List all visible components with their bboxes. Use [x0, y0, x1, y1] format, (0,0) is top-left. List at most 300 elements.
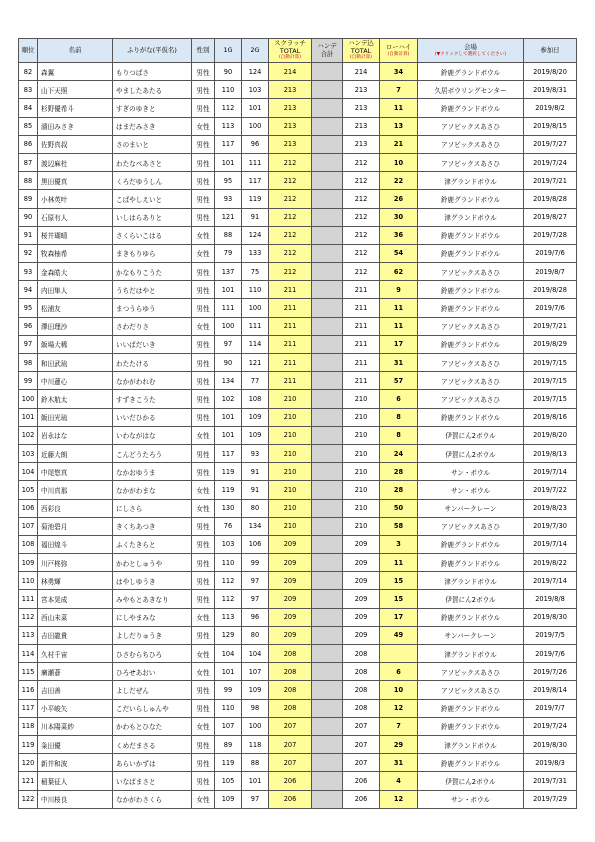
- kana-cell[interactable]: よしだぜん: [113, 681, 192, 699]
- kana-cell[interactable]: なかがわさくら: [113, 790, 192, 808]
- handicap-total-cell: 207: [343, 754, 380, 772]
- kana-cell[interactable]: みやもとあきなり: [113, 590, 192, 608]
- venue-cell[interactable]: 鈴鹿グランドボウル: [418, 190, 524, 208]
- game1-cell[interactable]: 79: [215, 244, 242, 262]
- handicap-cell[interactable]: [312, 663, 343, 681]
- kana-cell[interactable]: あらいかずは: [113, 754, 192, 772]
- game1-cell[interactable]: 90: [215, 63, 242, 81]
- lowhigh-cell: 22: [380, 172, 418, 190]
- game1-cell[interactable]: 113: [215, 608, 242, 626]
- handicap-cell[interactable]: [312, 135, 343, 153]
- venue-cell[interactable]: 鈴鹿グランドボウル: [418, 408, 524, 426]
- date-cell[interactable]: 2019/8/30: [524, 735, 577, 753]
- date-cell[interactable]: 2019/8/23: [524, 499, 577, 517]
- game1-cell[interactable]: 129: [215, 626, 242, 644]
- game1-cell[interactable]: 119: [215, 754, 242, 772]
- venue-cell[interactable]: 津グランドボウル: [418, 645, 524, 663]
- venue-cell[interactable]: 鈴鹿グランドボウル: [418, 281, 524, 299]
- name-cell[interactable]: 岩永はな: [38, 426, 113, 444]
- name-cell[interactable]: 中川桜良: [38, 790, 113, 808]
- kana-cell[interactable]: ひさむらちひろ: [113, 645, 192, 663]
- name-cell[interactable]: 鈴木航太: [38, 390, 113, 408]
- venue-cell[interactable]: 鈴鹿グランドボウル: [418, 244, 524, 262]
- lowhigh-cell: 29: [380, 735, 418, 753]
- handicap-cell[interactable]: [312, 463, 343, 481]
- date-cell[interactable]: 2019/8/29: [524, 335, 577, 353]
- handicap-cell[interactable]: [312, 153, 343, 171]
- game2-cell[interactable]: 99: [242, 554, 269, 572]
- date-cell[interactable]: 2019/7/14: [524, 535, 577, 553]
- venue-cell[interactable]: アソビックスあさひ: [418, 117, 524, 135]
- scratch-total-cell: 209: [269, 554, 312, 572]
- handicap-cell[interactable]: [312, 390, 343, 408]
- date-cell[interactable]: 2019/8/2: [524, 99, 577, 117]
- game2-cell[interactable]: 121: [242, 354, 269, 372]
- date-cell[interactable]: 2019/8/7: [524, 263, 577, 281]
- venue-cell[interactable]: アソビックスあさひ: [418, 517, 524, 535]
- date-cell[interactable]: 2019/7/24: [524, 153, 577, 171]
- game2-cell[interactable]: 111: [242, 317, 269, 335]
- venue-cell[interactable]: 鈴鹿グランドボウル: [418, 299, 524, 317]
- game1-cell[interactable]: 105: [215, 772, 242, 790]
- venue-cell[interactable]: アソビックスあさひ: [418, 663, 524, 681]
- kana-cell[interactable]: なかがわまな: [113, 481, 192, 499]
- handicap-cell[interactable]: [312, 335, 343, 353]
- name-cell[interactable]: 川戸柊弥: [38, 554, 113, 572]
- date-cell[interactable]: 2019/7/15: [524, 390, 577, 408]
- kana-cell[interactable]: こばやしえいと: [113, 190, 192, 208]
- date-cell[interactable]: 2019/7/5: [524, 626, 577, 644]
- handicap-cell[interactable]: [312, 772, 343, 790]
- date-cell[interactable]: 2019/8/30: [524, 608, 577, 626]
- venue-cell[interactable]: 鈴鹿グランドボウル: [418, 63, 524, 81]
- name-cell[interactable]: 飯場大稀: [38, 335, 113, 353]
- kana-cell[interactable]: はやしゆうき: [113, 572, 192, 590]
- handicap-cell[interactable]: [312, 590, 343, 608]
- handicap-cell[interactable]: [312, 190, 343, 208]
- game1-cell[interactable]: 112: [215, 572, 242, 590]
- game1-cell[interactable]: 97: [215, 335, 242, 353]
- game1-cell[interactable]: 88: [215, 226, 242, 244]
- venue-cell[interactable]: アソビックスあさひ: [418, 317, 524, 335]
- date-cell[interactable]: 2019/7/27: [524, 135, 577, 153]
- date-cell[interactable]: 2019/7/28: [524, 226, 577, 244]
- venue-cell[interactable]: アソビックスあさひ: [418, 681, 524, 699]
- game2-cell[interactable]: 103: [242, 81, 269, 99]
- handicap-cell[interactable]: [312, 535, 343, 553]
- game2-cell[interactable]: 114: [242, 335, 269, 353]
- name-cell[interactable]: 林勇輝: [38, 572, 113, 590]
- date-cell[interactable]: 2019/7/15: [524, 354, 577, 372]
- kana-cell[interactable]: いなばまさと: [113, 772, 192, 790]
- handicap-cell[interactable]: [312, 372, 343, 390]
- game1-cell[interactable]: 110: [215, 699, 242, 717]
- date-cell[interactable]: 2019/7/15: [524, 372, 577, 390]
- game1-cell[interactable]: 130: [215, 499, 242, 517]
- name-cell[interactable]: 中川真那: [38, 481, 113, 499]
- kana-cell[interactable]: まつうらゆう: [113, 299, 192, 317]
- name-cell[interactable]: 森翼: [38, 63, 113, 81]
- game2-cell[interactable]: 97: [242, 572, 269, 590]
- kana-cell[interactable]: かなもりこうた: [113, 263, 192, 281]
- handicap-cell[interactable]: [312, 281, 343, 299]
- name-cell[interactable]: 吉田善: [38, 681, 113, 699]
- name-cell[interactable]: 菊池碧月: [38, 517, 113, 535]
- date-cell[interactable]: 2019/8/27: [524, 208, 577, 226]
- kana-cell[interactable]: いいばだいき: [113, 335, 192, 353]
- venue-cell[interactable]: サン・ボウル: [418, 481, 524, 499]
- venue-cell[interactable]: 鈴鹿グランドボウル: [418, 99, 524, 117]
- date-cell[interactable]: 2019/8/28: [524, 190, 577, 208]
- handicap-cell[interactable]: [312, 226, 343, 244]
- date-cell[interactable]: 2019/8/31: [524, 81, 577, 99]
- name-cell[interactable]: 牧森柚希: [38, 244, 113, 262]
- date-cell[interactable]: 2019/7/24: [524, 717, 577, 735]
- game1-cell[interactable]: 110: [215, 554, 242, 572]
- date-cell[interactable]: 2019/8/20: [524, 426, 577, 444]
- game2-cell[interactable]: 108: [242, 390, 269, 408]
- handicap-cell[interactable]: [312, 299, 343, 317]
- date-cell[interactable]: 2019/8/28: [524, 281, 577, 299]
- date-cell[interactable]: 2019/8/15: [524, 117, 577, 135]
- game2-cell[interactable]: 111: [242, 153, 269, 171]
- venue-cell[interactable]: 鈴鹿グランドボウル: [418, 608, 524, 626]
- handicap-cell[interactable]: [312, 754, 343, 772]
- venue-cell[interactable]: 鈴鹿グランドボウル: [418, 754, 524, 772]
- name-cell[interactable]: 石原有人: [38, 208, 113, 226]
- kana-cell[interactable]: さわだりさ: [113, 317, 192, 335]
- name-cell[interactable]: 西彩良: [38, 499, 113, 517]
- venue-cell[interactable]: 津グランドボウル: [418, 572, 524, 590]
- name-cell[interactable]: 飯田光琉: [38, 408, 113, 426]
- date-cell[interactable]: 2019/7/7: [524, 699, 577, 717]
- handicap-cell[interactable]: [312, 63, 343, 81]
- date-cell[interactable]: 2019/7/21: [524, 172, 577, 190]
- name-cell[interactable]: 金森皓大: [38, 263, 113, 281]
- handicap-cell[interactable]: [312, 735, 343, 753]
- game2-cell[interactable]: 110: [242, 281, 269, 299]
- kana-cell[interactable]: すずきこうた: [113, 390, 192, 408]
- game2-cell[interactable]: 124: [242, 226, 269, 244]
- game2-cell[interactable]: 91: [242, 463, 269, 481]
- game1-cell[interactable]: 101: [215, 408, 242, 426]
- handicap-cell[interactable]: [312, 645, 343, 663]
- date-cell[interactable]: 2019/7/14: [524, 572, 577, 590]
- handicap-cell[interactable]: [312, 426, 343, 444]
- date-cell[interactable]: 2019/8/13: [524, 444, 577, 462]
- kana-cell[interactable]: いしはらありと: [113, 208, 192, 226]
- handicap-cell[interactable]: [312, 626, 343, 644]
- name-cell[interactable]: 福田煌斗: [38, 535, 113, 553]
- name-cell[interactable]: 内田隼人: [38, 281, 113, 299]
- game1-cell[interactable]: 119: [215, 481, 242, 499]
- game2-cell[interactable]: 109: [242, 408, 269, 426]
- venue-cell[interactable]: 鈴鹿グランドボウル: [418, 335, 524, 353]
- venue-cell[interactable]: 鈴鹿グランドボウル: [418, 699, 524, 717]
- venue-cell[interactable]: 津グランドボウル: [418, 172, 524, 190]
- kana-cell[interactable]: すぎのゆきと: [113, 99, 192, 117]
- name-cell[interactable]: 川本陽菜紗: [38, 717, 113, 735]
- handicap-cell[interactable]: [312, 681, 343, 699]
- handicap-cell[interactable]: [312, 408, 343, 426]
- kana-cell[interactable]: やましたあたる: [113, 81, 192, 99]
- venue-cell[interactable]: 鈴鹿グランドボウル: [418, 717, 524, 735]
- game2-cell[interactable]: 91: [242, 208, 269, 226]
- game2-cell[interactable]: 80: [242, 626, 269, 644]
- handicap-cell[interactable]: [312, 790, 343, 808]
- game1-cell[interactable]: 117: [215, 444, 242, 462]
- game1-cell[interactable]: 112: [215, 99, 242, 117]
- venue-cell[interactable]: 伊賀にん2ボウル: [418, 426, 524, 444]
- date-cell[interactable]: 2019/8/3: [524, 754, 577, 772]
- venue-cell[interactable]: 津グランドボウル: [418, 208, 524, 226]
- date-cell[interactable]: 2019/7/6: [524, 645, 577, 663]
- name-cell[interactable]: 小平峻矢: [38, 699, 113, 717]
- date-cell[interactable]: 2019/7/29: [524, 790, 577, 808]
- kana-cell[interactable]: いわながはな: [113, 426, 192, 444]
- handicap-cell[interactable]: [312, 554, 343, 572]
- kana-cell[interactable]: はまだみさき: [113, 117, 192, 135]
- name-cell[interactable]: 西山未菜: [38, 608, 113, 626]
- game2-cell[interactable]: 80: [242, 499, 269, 517]
- venue-cell[interactable]: サンバークレーン: [418, 499, 524, 517]
- venue-cell[interactable]: アソビックスあさひ: [418, 153, 524, 171]
- table-row: [19, 299, 577, 317]
- game2-cell[interactable]: 96: [242, 608, 269, 626]
- venue-cell[interactable]: 鈴鹿グランドボウル: [418, 554, 524, 572]
- date-cell[interactable]: 2019/7/26: [524, 663, 577, 681]
- game2-cell[interactable]: 77: [242, 372, 269, 390]
- kana-cell[interactable]: にしさら: [113, 499, 192, 517]
- game2-cell[interactable]: 75: [242, 263, 269, 281]
- date-cell[interactable]: 2019/7/21: [524, 317, 577, 335]
- date-cell[interactable]: 2019/8/20: [524, 63, 577, 81]
- game1-cell[interactable]: 109: [215, 790, 242, 808]
- name-cell[interactable]: 濱田みさき: [38, 117, 113, 135]
- game2-cell[interactable]: 97: [242, 790, 269, 808]
- handicap-cell[interactable]: [312, 481, 343, 499]
- kana-cell[interactable]: にしやまみな: [113, 608, 192, 626]
- name-cell[interactable]: 桜井瑚晴: [38, 226, 113, 244]
- date-cell[interactable]: 2019/7/6: [524, 244, 577, 262]
- date-cell[interactable]: 2019/7/22: [524, 481, 577, 499]
- handicap-cell[interactable]: [312, 572, 343, 590]
- game2-cell[interactable]: 118: [242, 735, 269, 753]
- name-cell[interactable]: 廣瀬蒼: [38, 663, 113, 681]
- kana-cell[interactable]: きくちあつき: [113, 517, 192, 535]
- handicap-cell[interactable]: [312, 81, 343, 99]
- scratch-total-cell: 209: [269, 608, 312, 626]
- game1-cell[interactable]: 107: [215, 717, 242, 735]
- handicap-cell[interactable]: [312, 263, 343, 281]
- game1-cell[interactable]: 103: [215, 535, 242, 553]
- name-cell[interactable]: 松浦友: [38, 299, 113, 317]
- kana-cell[interactable]: いいだひかる: [113, 408, 192, 426]
- game2-cell[interactable]: 133: [242, 244, 269, 262]
- game2-cell[interactable]: 124: [242, 63, 269, 81]
- game2-cell[interactable]: 134: [242, 517, 269, 535]
- name-cell[interactable]: 中川蓮心: [38, 372, 113, 390]
- venue-cell[interactable]: 伊賀にん2ボウル: [418, 772, 524, 790]
- kana-cell[interactable]: さくらいこはる: [113, 226, 192, 244]
- handicap-cell[interactable]: [312, 317, 343, 335]
- game1-cell[interactable]: 104: [215, 645, 242, 663]
- kana-cell[interactable]: さのまいと: [113, 135, 192, 153]
- game2-cell[interactable]: 107: [242, 663, 269, 681]
- name-cell[interactable]: 粂田優: [38, 735, 113, 753]
- handicap-total-cell: 209: [343, 554, 380, 572]
- kana-cell[interactable]: ひろせあおい: [113, 663, 192, 681]
- game1-cell[interactable]: 76: [215, 517, 242, 535]
- name-cell[interactable]: 久村千宙: [38, 645, 113, 663]
- game1-cell[interactable]: 99: [215, 681, 242, 699]
- game2-cell[interactable]: 93: [242, 444, 269, 462]
- game2-cell[interactable]: 100: [242, 117, 269, 135]
- game1-cell[interactable]: 101: [215, 153, 242, 171]
- game1-cell[interactable]: 113: [215, 117, 242, 135]
- game2-cell[interactable]: 106: [242, 535, 269, 553]
- date-cell[interactable]: 2019/8/16: [524, 408, 577, 426]
- venue-cell[interactable]: サン・ボウル: [418, 790, 524, 808]
- handicap-cell[interactable]: [312, 208, 343, 226]
- game1-cell[interactable]: 111: [215, 299, 242, 317]
- game2-cell[interactable]: 91: [242, 481, 269, 499]
- game1-cell[interactable]: 110: [215, 81, 242, 99]
- name-cell[interactable]: 吉田龍貴: [38, 626, 113, 644]
- kana-cell[interactable]: くろだゆうしん: [113, 172, 192, 190]
- game2-cell[interactable]: 119: [242, 190, 269, 208]
- lowhigh-cell: 3: [380, 535, 418, 553]
- name-cell[interactable]: 杉野優希斗: [38, 99, 113, 117]
- rank-cell: 117: [19, 699, 38, 717]
- venue-cell[interactable]: 鈴鹿グランドボウル: [418, 226, 524, 244]
- kana-cell[interactable]: かわもとひなた: [113, 717, 192, 735]
- game2-cell[interactable]: 88: [242, 754, 269, 772]
- kana-cell[interactable]: こんどうたろう: [113, 444, 192, 462]
- name-cell[interactable]: 近藤大朗: [38, 444, 113, 462]
- kana-cell[interactable]: なかがわれむ: [113, 372, 192, 390]
- game2-cell[interactable]: 101: [242, 99, 269, 117]
- name-cell[interactable]: 山下天照: [38, 81, 113, 99]
- date-cell[interactable]: 2019/8/14: [524, 681, 577, 699]
- date-cell[interactable]: 2019/7/14: [524, 463, 577, 481]
- venue-cell[interactable]: アソビックスあさひ: [418, 263, 524, 281]
- game2-cell[interactable]: 98: [242, 699, 269, 717]
- game1-cell[interactable]: 101: [215, 426, 242, 444]
- date-cell[interactable]: 2019/8/8: [524, 590, 577, 608]
- name-cell[interactable]: 佐野真叔: [38, 135, 113, 153]
- game1-cell[interactable]: 119: [215, 463, 242, 481]
- name-cell[interactable]: 小林英叶: [38, 190, 113, 208]
- handicap-cell[interactable]: [312, 444, 343, 462]
- handicap-cell[interactable]: [312, 117, 343, 135]
- game1-cell[interactable]: 112: [215, 590, 242, 608]
- game1-cell[interactable]: 137: [215, 263, 242, 281]
- kana-cell[interactable]: かわとしゅうや: [113, 554, 192, 572]
- game1-cell[interactable]: 90: [215, 354, 242, 372]
- venue-cell[interactable]: 津グランドボウル: [418, 735, 524, 753]
- venue-cell[interactable]: 久居ボウリングセンター: [418, 81, 524, 99]
- kana-cell[interactable]: なかおゆうま: [113, 463, 192, 481]
- kana-cell[interactable]: わたたける: [113, 354, 192, 372]
- kana-cell[interactable]: こだいらしゅんや: [113, 699, 192, 717]
- venue-cell[interactable]: サン・ボウル: [418, 463, 524, 481]
- game1-cell[interactable]: 89: [215, 735, 242, 753]
- game1-cell[interactable]: 93: [215, 190, 242, 208]
- name-cell[interactable]: 稲葉征人: [38, 772, 113, 790]
- venue-cell[interactable]: アソビックスあさひ: [418, 372, 524, 390]
- scratch-total-cell: 210: [269, 499, 312, 517]
- venue-cell[interactable]: サンバークレーン: [418, 626, 524, 644]
- name-cell[interactable]: 新井和波: [38, 754, 113, 772]
- name-cell[interactable]: 澤田理沙: [38, 317, 113, 335]
- kana-cell[interactable]: くめだまさる: [113, 735, 192, 753]
- venue-cell[interactable]: アソビックスあさひ: [418, 135, 524, 153]
- handicap-cell[interactable]: [312, 499, 343, 517]
- kana-cell[interactable]: わたなべあさと: [113, 153, 192, 171]
- game1-cell[interactable]: 121: [215, 208, 242, 226]
- venue-cell[interactable]: アソビックスあさひ: [418, 354, 524, 372]
- table-row: [19, 590, 577, 608]
- kana-cell[interactable]: ふくたきらと: [113, 535, 192, 553]
- game1-cell[interactable]: 100: [215, 317, 242, 335]
- handicap-cell[interactable]: [312, 717, 343, 735]
- game2-cell[interactable]: 100: [242, 299, 269, 317]
- date-cell[interactable]: 2019/7/31: [524, 772, 577, 790]
- game2-cell[interactable]: 100: [242, 717, 269, 735]
- game2-cell[interactable]: 109: [242, 681, 269, 699]
- kana-cell[interactable]: もりつばさ: [113, 63, 192, 81]
- handicap-cell[interactable]: [312, 517, 343, 535]
- game1-cell[interactable]: 102: [215, 390, 242, 408]
- game2-cell[interactable]: 104: [242, 645, 269, 663]
- game2-cell[interactable]: 117: [242, 172, 269, 190]
- date-cell[interactable]: 2019/7/30: [524, 517, 577, 535]
- game1-cell[interactable]: 101: [215, 281, 242, 299]
- game1-cell[interactable]: 117: [215, 135, 242, 153]
- game2-cell[interactable]: 97: [242, 590, 269, 608]
- name-cell[interactable]: 黒田優真: [38, 172, 113, 190]
- venue-cell[interactable]: 伊賀にん2ボウル: [418, 590, 524, 608]
- game1-cell[interactable]: 134: [215, 372, 242, 390]
- venue-cell[interactable]: アソビックスあさひ: [418, 390, 524, 408]
- header-handicap-total: [343, 39, 380, 63]
- date-cell[interactable]: 2019/8/22: [524, 554, 577, 572]
- kana-cell[interactable]: まきもりゆら: [113, 244, 192, 262]
- handicap-cell[interactable]: [312, 172, 343, 190]
- handicap-cell[interactable]: [312, 244, 343, 262]
- game2-cell[interactable]: 96: [242, 135, 269, 153]
- handicap-cell[interactable]: [312, 608, 343, 626]
- game2-cell[interactable]: 109: [242, 426, 269, 444]
- name-cell[interactable]: 宮本晃成: [38, 590, 113, 608]
- name-cell[interactable]: 中尾悠真: [38, 463, 113, 481]
- handicap-cell[interactable]: [312, 99, 343, 117]
- date-cell[interactable]: 2019/7/6: [524, 299, 577, 317]
- kana-cell[interactable]: よしだりゅうき: [113, 626, 192, 644]
- venue-cell[interactable]: 鈴鹿グランドボウル: [418, 535, 524, 553]
- name-cell[interactable]: 渡辺麻杜: [38, 153, 113, 171]
- handicap-cell[interactable]: [312, 354, 343, 372]
- kana-cell[interactable]: うちだはやと: [113, 281, 192, 299]
- venue-cell[interactable]: 伊賀にん2ボウル: [418, 444, 524, 462]
- name-cell[interactable]: 和田武琉: [38, 354, 113, 372]
- scratch-total-cell: 210: [269, 426, 312, 444]
- game1-cell[interactable]: 101: [215, 663, 242, 681]
- handicap-cell[interactable]: [312, 699, 343, 717]
- game1-cell[interactable]: 95: [215, 172, 242, 190]
- game2-cell[interactable]: 101: [242, 772, 269, 790]
